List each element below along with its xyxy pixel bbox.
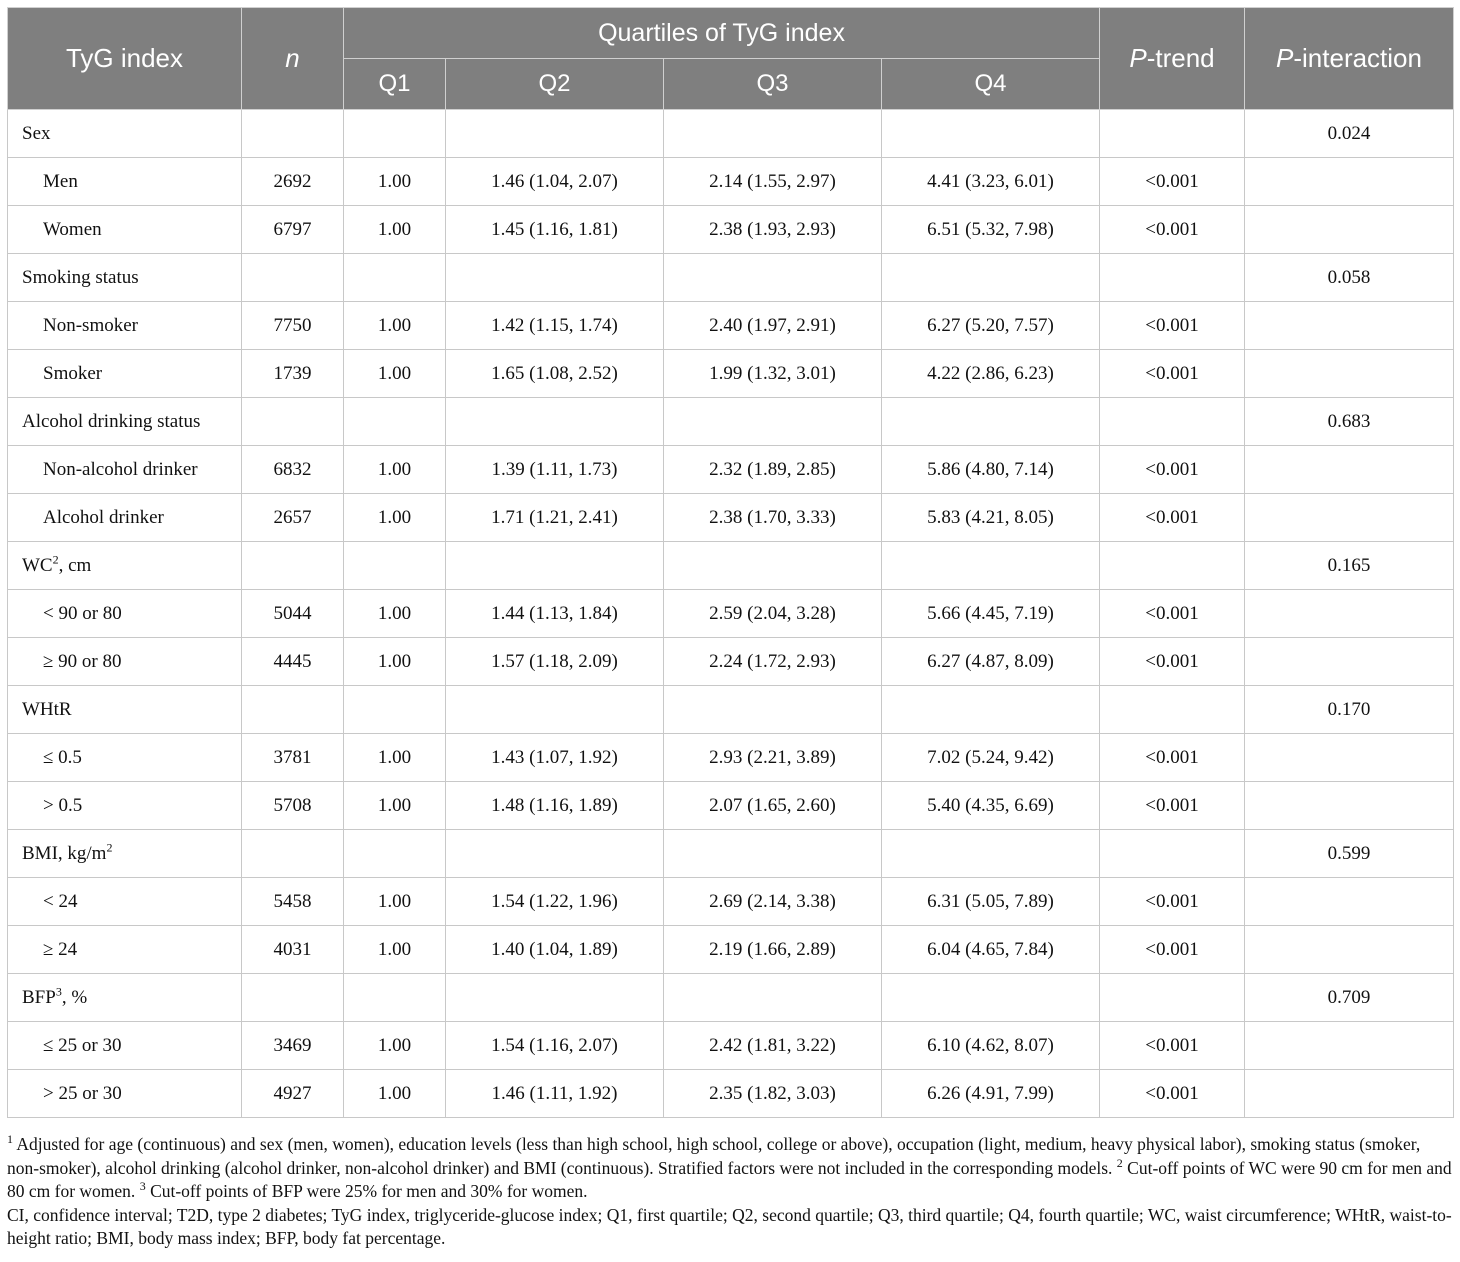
p-interaction-cell: 0.170: [1245, 686, 1454, 734]
footnote-1-text: Adjusted for age (continuous) and sex (men, women), education levels (less than high school, high school, college or above), occupation (light, medium, heavy physical labor), smoking status (smoker, non-smoker), alcohol drinking (alcohol drinker, non-alcohol drinker) and BMI (continuous). Stratified factors were not included in the corresponding models.: [7, 1134, 1421, 1178]
group-header-row: [8, 830, 1454, 878]
n-cell: 6832: [242, 446, 344, 494]
empty-cell: [344, 542, 446, 590]
header-tyg-index: TyG index: [8, 8, 242, 110]
empty-cell: [1100, 398, 1245, 446]
group-label-unit: , cm: [58, 554, 92, 576]
q1-cell: 1.00: [344, 494, 446, 542]
q1-cell: 1.00: [344, 158, 446, 206]
q1-cell: 1.00: [344, 446, 446, 494]
table-row: [8, 878, 1454, 926]
table-row: [8, 206, 1454, 254]
p-trend-cell: <0.001: [1100, 1070, 1245, 1118]
empty-cell: [1100, 686, 1245, 734]
empty-cell: [344, 398, 446, 446]
empty-cell: [1245, 782, 1454, 830]
subgroup-label: Alcohol drinker: [8, 494, 242, 542]
header-n: [242, 8, 344, 110]
table-header: [8, 8, 1454, 110]
q1-cell: 1.00: [344, 302, 446, 350]
table-container: [7, 7, 1453, 1118]
empty-cell: [1245, 158, 1454, 206]
q4-cell: 6.31 (5.05, 7.89): [882, 878, 1100, 926]
empty-cell: [1100, 542, 1245, 590]
empty-cell: [344, 830, 446, 878]
empty-cell: [446, 830, 664, 878]
header-p-interaction-p: P: [1276, 43, 1294, 73]
q4-cell: 5.66 (4.45, 7.19): [882, 590, 1100, 638]
q4-cell: 5.40 (4.35, 6.69): [882, 782, 1100, 830]
q4-cell: 6.27 (4.87, 8.09): [882, 638, 1100, 686]
table-row: [8, 638, 1454, 686]
group-label: [8, 254, 242, 302]
n-cell: 1739: [242, 350, 344, 398]
p-interaction-cell: 0.683: [1245, 398, 1454, 446]
group-label: [8, 686, 242, 734]
results-table: [7, 7, 1454, 1118]
group-label: [8, 110, 242, 158]
q1-cell: 1.00: [344, 734, 446, 782]
n-cell: 6797: [242, 206, 344, 254]
table-row: [8, 926, 1454, 974]
group-label-superscript: 2: [52, 552, 59, 567]
group-label-text: BMI, kg/m: [22, 842, 107, 864]
n-cell: 2657: [242, 494, 344, 542]
header-q3: Q3: [664, 59, 882, 110]
subgroup-label: > 25 or 30: [8, 1070, 242, 1118]
subgroup-label: Women: [8, 206, 242, 254]
empty-cell: [1245, 734, 1454, 782]
p-trend-cell: <0.001: [1100, 350, 1245, 398]
q4-cell: 6.51 (5.32, 7.98): [882, 206, 1100, 254]
q1-cell: 1.00: [344, 782, 446, 830]
q2-cell: 1.39 (1.11, 1.73): [446, 446, 664, 494]
empty-cell: [1245, 926, 1454, 974]
p-trend-cell: <0.001: [1100, 1022, 1245, 1070]
empty-cell: [1245, 494, 1454, 542]
subgroup-label: Non-alcohol drinker: [8, 446, 242, 494]
header-quartiles-group: Quartiles of TyG index: [344, 8, 1100, 59]
empty-cell: [446, 254, 664, 302]
table-row: [8, 350, 1454, 398]
q2-cell: 1.48 (1.16, 1.89): [446, 782, 664, 830]
group-label-unit: , %: [61, 986, 88, 1008]
empty-cell: [1245, 638, 1454, 686]
empty-cell: [242, 974, 344, 1022]
group-label: [8, 398, 242, 446]
empty-cell: [1245, 590, 1454, 638]
n-cell: 3469: [242, 1022, 344, 1070]
empty-cell: [446, 110, 664, 158]
empty-cell: [1100, 110, 1245, 158]
group-header-row: [8, 110, 1454, 158]
empty-cell: [242, 830, 344, 878]
q2-cell: 1.45 (1.16, 1.81): [446, 206, 664, 254]
q1-cell: 1.00: [344, 878, 446, 926]
q2-cell: 1.46 (1.11, 1.92): [446, 1070, 664, 1118]
q2-cell: 1.71 (1.21, 2.41): [446, 494, 664, 542]
p-interaction-cell: 0.709: [1245, 974, 1454, 1022]
empty-cell: [446, 398, 664, 446]
footnote-1-marker: 1: [7, 1132, 13, 1147]
p-trend-cell: <0.001: [1100, 734, 1245, 782]
n-cell: 5458: [242, 878, 344, 926]
group-label: [8, 542, 242, 590]
footnote-paragraph: [7, 1133, 1453, 1204]
group-label-text: Smoking status: [22, 266, 139, 288]
q1-cell: 1.00: [344, 206, 446, 254]
empty-cell: [242, 110, 344, 158]
q4-cell: 6.26 (4.91, 7.99): [882, 1070, 1100, 1118]
table-row: [8, 302, 1454, 350]
table-row: [8, 1022, 1454, 1070]
p-trend-cell: <0.001: [1100, 638, 1245, 686]
empty-cell: [1100, 974, 1245, 1022]
empty-cell: [882, 110, 1100, 158]
q2-cell: 1.40 (1.04, 1.89): [446, 926, 664, 974]
group-header-row: [8, 686, 1454, 734]
subgroup-label: Non-smoker: [8, 302, 242, 350]
empty-cell: [664, 974, 882, 1022]
n-cell: 2692: [242, 158, 344, 206]
q3-cell: 2.19 (1.66, 2.89): [664, 926, 882, 974]
subgroup-label: < 24: [8, 878, 242, 926]
q3-cell: 2.69 (2.14, 3.38): [664, 878, 882, 926]
p-interaction-cell: 0.165: [1245, 542, 1454, 590]
empty-cell: [344, 974, 446, 1022]
subgroup-label: ≤ 25 or 30: [8, 1022, 242, 1070]
empty-cell: [446, 542, 664, 590]
footnotes: [7, 1133, 1453, 1251]
p-trend-cell: <0.001: [1100, 302, 1245, 350]
group-label-superscript: 3: [55, 984, 62, 999]
table-row: [8, 1070, 1454, 1118]
empty-cell: [664, 830, 882, 878]
group-label-text: Sex: [22, 122, 51, 144]
table-row: [8, 158, 1454, 206]
empty-cell: [1245, 1022, 1454, 1070]
q3-cell: 2.24 (1.72, 2.93): [664, 638, 882, 686]
q4-cell: 4.41 (3.23, 6.01): [882, 158, 1100, 206]
q2-cell: 1.44 (1.13, 1.84): [446, 590, 664, 638]
subgroup-label: Smoker: [8, 350, 242, 398]
p-trend-cell: <0.001: [1100, 926, 1245, 974]
q1-cell: 1.00: [344, 926, 446, 974]
header-p-trend-text: -trend: [1146, 43, 1215, 73]
p-trend-cell: <0.001: [1100, 206, 1245, 254]
p-trend-cell: <0.001: [1100, 878, 1245, 926]
empty-cell: [882, 254, 1100, 302]
header-q2: Q2: [446, 59, 664, 110]
abbreviations-note: CI, confidence interval; T2D, type 2 diabetes; TyG index, triglyceride-glucose index; Q1, first quartile; Q2, second quartile; Q3, third quartile; Q4, fourth quartile; WC, waist circumference; WHtR, waist-to-height ratio; BMI, body mass index; BFP, body fat percentage.: [7, 1204, 1452, 1248]
header-p-trend: [1100, 8, 1245, 110]
empty-cell: [242, 686, 344, 734]
group-label-superscript: 2: [106, 840, 113, 855]
empty-cell: [1245, 302, 1454, 350]
q4-cell: 5.83 (4.21, 8.05): [882, 494, 1100, 542]
group-label: [8, 974, 242, 1022]
p-interaction-cell: 0.058: [1245, 254, 1454, 302]
empty-cell: [664, 542, 882, 590]
group-header-row: [8, 398, 1454, 446]
table-row: [8, 494, 1454, 542]
q1-cell: 1.00: [344, 590, 446, 638]
q2-cell: 1.54 (1.16, 2.07): [446, 1022, 664, 1070]
q3-cell: 2.35 (1.82, 3.03): [664, 1070, 882, 1118]
empty-cell: [242, 254, 344, 302]
q1-cell: 1.00: [344, 1070, 446, 1118]
n-cell: 5044: [242, 590, 344, 638]
empty-cell: [882, 398, 1100, 446]
n-cell: 3781: [242, 734, 344, 782]
p-trend-cell: <0.001: [1100, 782, 1245, 830]
n-cell: 5708: [242, 782, 344, 830]
subgroup-label: ≥ 90 or 80: [8, 638, 242, 686]
q1-cell: 1.00: [344, 1022, 446, 1070]
n-cell: 7750: [242, 302, 344, 350]
header-n-text: n: [285, 43, 300, 73]
group-label-text: WC: [22, 554, 53, 576]
subgroup-label: ≥ 24: [8, 926, 242, 974]
empty-cell: [1245, 878, 1454, 926]
q2-cell: 1.42 (1.15, 1.74): [446, 302, 664, 350]
q3-cell: 2.42 (1.81, 3.22): [664, 1022, 882, 1070]
group-header-row: [8, 974, 1454, 1022]
table-row: [8, 782, 1454, 830]
empty-cell: [344, 686, 446, 734]
n-cell: 4927: [242, 1070, 344, 1118]
empty-cell: [1100, 254, 1245, 302]
header-p-trend-p: P: [1129, 43, 1147, 73]
q1-cell: 1.00: [344, 638, 446, 686]
header-q4: Q4: [882, 59, 1100, 110]
q3-cell: 2.38 (1.93, 2.93): [664, 206, 882, 254]
table-row: [8, 590, 1454, 638]
empty-cell: [242, 398, 344, 446]
empty-cell: [1245, 1070, 1454, 1118]
p-trend-cell: <0.001: [1100, 494, 1245, 542]
q4-cell: 6.04 (4.65, 7.84): [882, 926, 1100, 974]
p-trend-cell: <0.001: [1100, 446, 1245, 494]
subgroup-label: ≤ 0.5: [8, 734, 242, 782]
q3-cell: 2.32 (1.89, 2.85): [664, 446, 882, 494]
q3-cell: 2.59 (2.04, 3.28): [664, 590, 882, 638]
q1-cell: 1.00: [344, 350, 446, 398]
empty-cell: [664, 398, 882, 446]
q3-cell: 2.40 (1.97, 2.91): [664, 302, 882, 350]
q3-cell: 1.99 (1.32, 3.01): [664, 350, 882, 398]
q4-cell: 6.10 (4.62, 8.07): [882, 1022, 1100, 1070]
q2-cell: 1.54 (1.22, 1.96): [446, 878, 664, 926]
q3-cell: 2.38 (1.70, 3.33): [664, 494, 882, 542]
subgroup-label: > 0.5: [8, 782, 242, 830]
q4-cell: 4.22 (2.86, 6.23): [882, 350, 1100, 398]
subgroup-label: Men: [8, 158, 242, 206]
footnote-3-text: Cut-off points of BFP were 25% for men and 30% for women.: [145, 1181, 588, 1201]
footnote-2-text: Cut-off points of WC were 90 cm for men and 80 cm for women.: [7, 1157, 1452, 1201]
header-p-interaction-text: -interaction: [1293, 43, 1422, 73]
group-label: [8, 830, 242, 878]
group-label-text: BFP: [22, 986, 56, 1008]
q4-cell: 7.02 (5.24, 9.42): [882, 734, 1100, 782]
header-p-interaction: [1245, 8, 1454, 110]
n-cell: 4445: [242, 638, 344, 686]
empty-cell: [344, 254, 446, 302]
empty-cell: [1245, 446, 1454, 494]
empty-cell: [1245, 350, 1454, 398]
empty-cell: [1100, 830, 1245, 878]
empty-cell: [664, 686, 882, 734]
p-interaction-cell: 0.599: [1245, 830, 1454, 878]
subgroup-label: < 90 or 80: [8, 590, 242, 638]
empty-cell: [664, 254, 882, 302]
q2-cell: 1.43 (1.07, 1.92): [446, 734, 664, 782]
empty-cell: [446, 686, 664, 734]
footnote-3-marker: 3: [139, 1179, 146, 1194]
q3-cell: 2.07 (1.65, 2.60): [664, 782, 882, 830]
empty-cell: [344, 110, 446, 158]
group-header-row: [8, 542, 1454, 590]
empty-cell: [882, 686, 1100, 734]
empty-cell: [446, 974, 664, 1022]
p-trend-cell: <0.001: [1100, 158, 1245, 206]
n-cell: 4031: [242, 926, 344, 974]
q2-cell: 1.57 (1.18, 2.09): [446, 638, 664, 686]
empty-cell: [664, 110, 882, 158]
q3-cell: 2.93 (2.21, 3.89): [664, 734, 882, 782]
p-trend-cell: <0.001: [1100, 590, 1245, 638]
empty-cell: [882, 542, 1100, 590]
q2-cell: 1.46 (1.04, 2.07): [446, 158, 664, 206]
table-body: [8, 110, 1454, 1118]
q2-cell: 1.65 (1.08, 2.52): [446, 350, 664, 398]
empty-cell: [882, 830, 1100, 878]
q4-cell: 6.27 (5.20, 7.57): [882, 302, 1100, 350]
q3-cell: 2.14 (1.55, 2.97): [664, 158, 882, 206]
p-interaction-cell: 0.024: [1245, 110, 1454, 158]
empty-cell: [242, 542, 344, 590]
group-header-row: [8, 254, 1454, 302]
header-q1: Q1: [344, 59, 446, 110]
group-label-text: Alcohol drinking status: [22, 410, 201, 432]
q4-cell: 5.86 (4.80, 7.14): [882, 446, 1100, 494]
table-row: [8, 446, 1454, 494]
footnote-2-marker: 2: [1116, 1155, 1123, 1170]
empty-cell: [1245, 206, 1454, 254]
empty-cell: [882, 974, 1100, 1022]
table-row: [8, 734, 1454, 782]
group-label-text: WHtR: [22, 698, 72, 720]
